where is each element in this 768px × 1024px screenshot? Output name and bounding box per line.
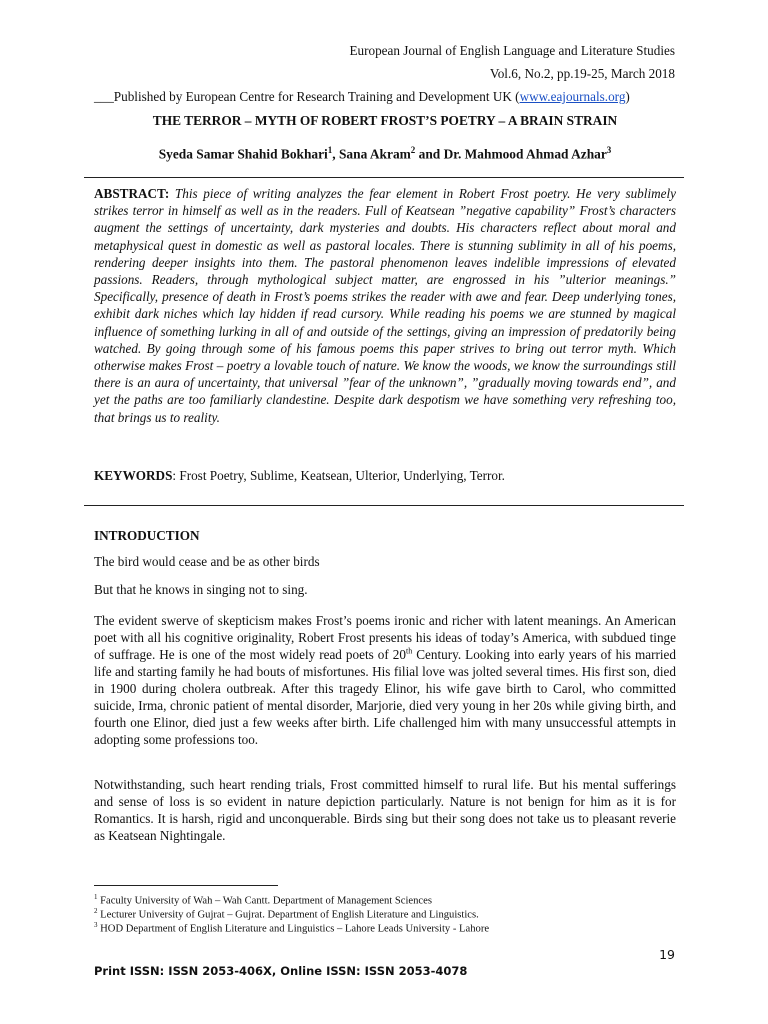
ordinal-superscript: th [405,646,413,656]
footnote-number: 3 [94,921,98,929]
footnote-number: 2 [94,907,98,915]
author-separator: , [332,146,339,162]
abstract-bottom-rule [84,505,684,506]
section-heading-introduction: INTRODUCTION [94,528,200,543]
footnote-text: Faculty University of Wah – Wah Cantt. Department of Management Sciences [97,895,432,907]
author-1: Syeda Samar Shahid Bokhari [158,146,328,162]
epigraph-line-1: The bird would cease and be as other birds [94,554,320,569]
intro-paragraph-1 [94,612,676,748]
journal-website-link[interactable]: www.eajournals.org [519,89,626,104]
paragraph-text: Century. Looking into early years of his married life and starting family he had bouts of misfortunes. His filial love was jolted several times. His first son, died in 1900 during cholera outbreak. After this tragedy Elinor, his wife gave birth to Carol, who committed suicide, Irma, chronic patient of mental disorder, Marjorie, died very young in her 20s while giving birth, and fourth one Elinor, died just a few weeks after birth. Life challenged him with many unsuccessful attempts in adopting some professions too. [94,647,676,747]
keywords-block [94,468,676,484]
volume-info: Vol.6, No.2, pp.19-25, March 2018 [489,66,675,81]
footnote-number: 1 [94,893,98,901]
epigraph-line-2: But that he knows in singing not to sing. [94,582,308,597]
footnote-rule [94,885,278,886]
abstract-text: This piece of writing analyzes the fear element in Robert Frost poetry. He very sublimely strikes terror in himself as well as in the readers. Full of Keatsean ”negative capability” Frost’s characters augment the settings of uncertainty, dark mysteries and doubts. His characters reflect about moral and metaphysical quest in domestic as well as pastoral locales. There is stunning sublimity in all of his poems, rendering deeper insights into them. The pastoral phenomenon leaves indelible impressions of elevated passions. Readers, through mythological subject matter, are engrossed in his ”ulterior meanings.” Specifically, presence of death in Frost’s poems strikes the reader with awe and fear. Deep underlying tones, exhibit dark niches which lay hidden if read cursory. While reading his poems we are stunned by magical influence of something lurking in all of and outside of the settings, giving an impression of predatorily being watched. By going through some of his famous poems this paper strives to bring out terror myth. Which otherwise makes Frost – poetry a lovable touch of nature. We know the woods, we know the surroundings still there is an aura of uncertainty, that universal ”fear of the unknown”, ”gradually moving towards end”, and yet the paths are too familiarly clandestine. Despite dark despotism we have something very refreshing too, that brings us to reality. [94,186,676,425]
author-2-footnote-mark: 2 [410,145,416,155]
page-number: 19 [659,947,675,962]
footnote-text: Lecturer University of Gujrat – Gujrat. Department of English Literature and Linguistics. [97,909,479,921]
issn-line: Print ISSN: ISSN 2053-406X, Online ISSN: ISSN 2053-4078 [94,964,468,978]
abstract-label: ABSTRACT: [94,186,170,201]
abstract-top-rule [84,177,684,178]
publisher-suffix: ) [625,89,630,104]
abstract-block [94,185,676,426]
author-3: Dr. Mahmood Ahmad Azhar [443,146,607,162]
journal-name: European Journal of English Language and Literature Studies [349,43,675,58]
author-1-footnote-mark: 1 [327,145,333,155]
author-3-footnote-mark: 3 [606,145,612,155]
intro-paragraph-2: Notwithstanding, such heart rending trials, Frost committed himself to rural life. But his mental sufferings and sense of loss is so evident in nature depiction particularly. Nature is not benign for him as it is for Romantics. It is harsh, rigid and unconquerable. Birds sing but their song does not take us to pleasant reverie as Keatsean Nightingale. [94,777,676,843]
footnote-2 [94,907,479,921]
author-list [94,145,676,162]
paragraph-text: The evident swerve of skepticism makes Frost’s poems ironic and richer with latent meanings. An American poet with all his cognitive originality, Robert Frost presents his ideas of today’s America, with subdued tinge of suffrage. He is one of the most widely read poets of 20 [94,613,676,662]
keywords-text: : Frost Poetry, Sublime, Keatsean, Ulterior, Underlying, Terror. [172,468,505,483]
footnote-text: HOD Department of English Literature and Linguistics – Lahore Leads University - Lahore [97,923,490,935]
author-separator: and [415,146,444,162]
footnote-1 [94,893,432,907]
keywords-label: KEYWORDS [94,468,173,483]
paper-title: THE TERROR – MYTH OF ROBERT FROST’S POETRY – A BRAIN STRAIN [152,113,618,128]
footnote-3 [94,921,489,935]
publisher-line [94,89,630,105]
publisher-text: ___Published by European Centre for Research Training and Development UK ( [94,89,520,104]
author-2: Sana Akram [338,146,411,162]
